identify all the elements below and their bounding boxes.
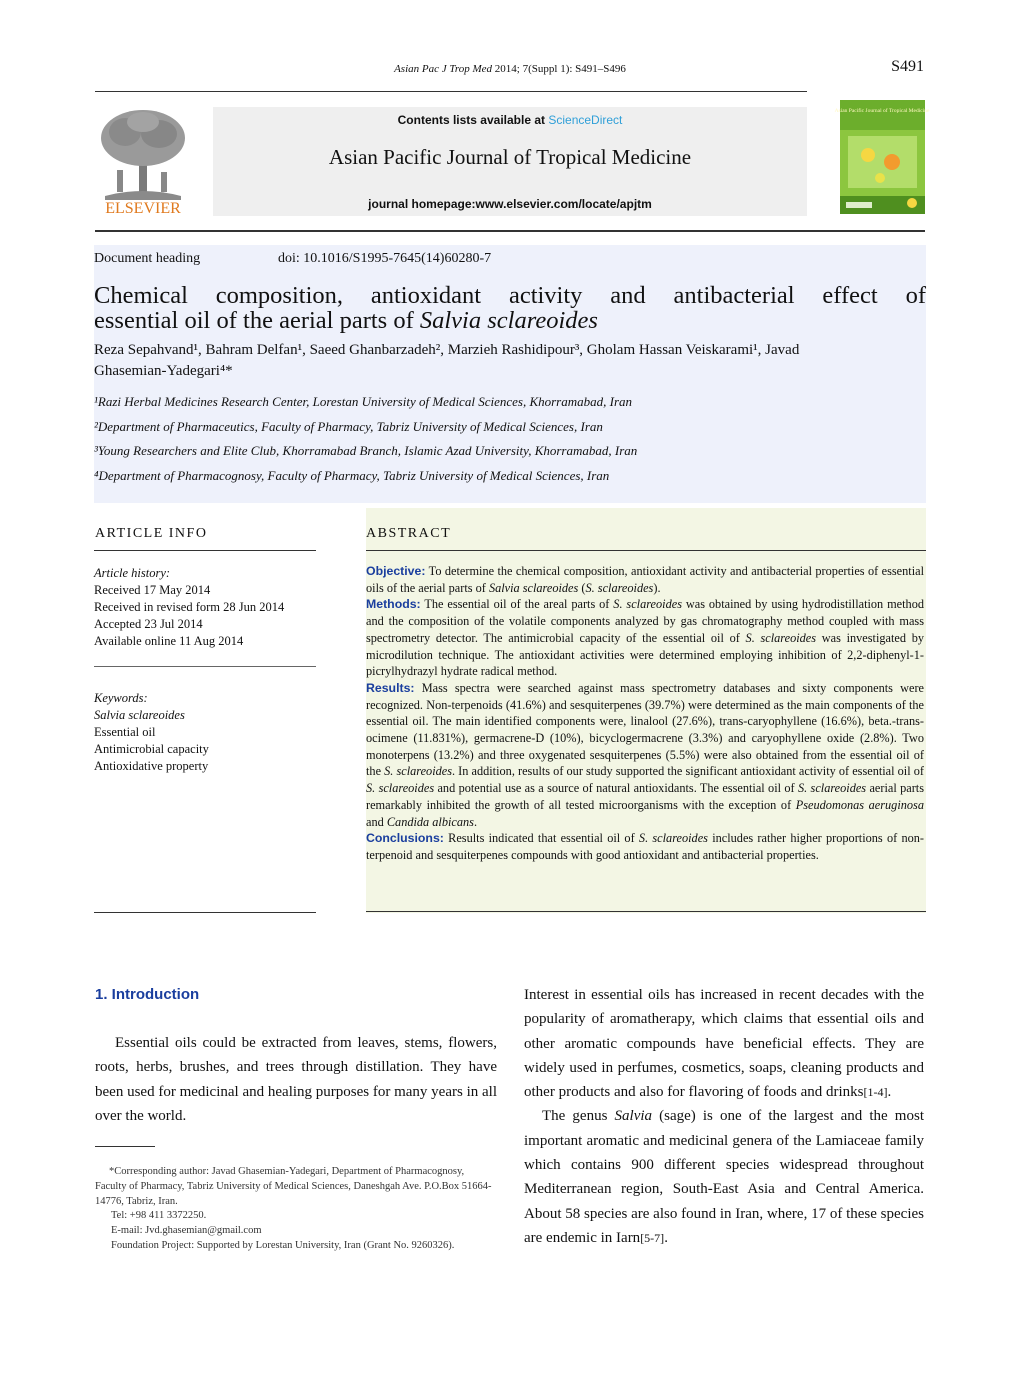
journal-homepage[interactable]: journal homepage:www.elsevier.com/locate/apjtm <box>368 197 652 211</box>
history-label: Article history: <box>94 566 171 580</box>
footnote-rule <box>95 1146 155 1147</box>
history-item: Available online 11 Aug 2014 <box>94 634 244 648</box>
elsevier-logo <box>95 108 191 216</box>
journal-name: Asian Pacific Journal of Tropical Medicine <box>328 145 692 169</box>
body-paragraph: Interest in essential oils has increased in recent decades with the popularity of aromatherapy, which claims that essential oils and other aromatic compounds have beneficial effects. They are widely used in perfumes, cosmetics, soaps, cleaning products and other products and also for flavoring of foods and drinks[1-4]. <box>524 987 924 1101</box>
affiliation: ⁴Department of Pharmacognosy, Faculty of Pharmacy, Tabriz University of Medical Sciences, Iran <box>94 468 610 483</box>
footnote-tel: Tel: +98 411 3372250. <box>111 1210 207 1221</box>
sciencedirect-link[interactable]: ScienceDirect <box>548 113 623 127</box>
keyword: Antioxidative property <box>94 759 209 773</box>
svg-text:ELSEVIER: ELSEVIER <box>105 200 181 217</box>
svg-text:Asian Pacific Journal of Tropi: Asian Pacific Journal of Tropical Medicine <box>834 108 930 114</box>
footnote-foundation: Foundation Project: Supported by Lorestan University, Iran (Grant No. 9260326). <box>111 1240 455 1251</box>
citation[interactable]: [1-4] <box>863 1085 888 1100</box>
keyword: Essential oil <box>94 725 156 739</box>
footnote-email[interactable]: E-mail: Jvd.ghasemian@gmail.com <box>111 1225 262 1236</box>
abstract-heading: ABSTRACT <box>366 526 452 541</box>
doi[interactable]: doi: 10.1016/S1995-7645(14)60280-7 <box>278 251 492 266</box>
author-list: Reza Sepahvand¹, Bahram Delfan¹, Saeed Ghanbarzadeh², Marzieh Rashidipour³, Gholam Hassan Veiskarami¹, Javad Ghasemian-Yadegari⁴* <box>94 342 800 379</box>
footnote-corresponding: *Corresponding author: Javad Ghasemian-Yadegari, Department of Pharmacognosy, Faculty of Pharmacy, Tabriz University of Medical Sciences, Daneshgah Ave. P.O.Box 51664-14776, Tabriz, Iran. <box>95 1166 492 1207</box>
journal-header-box <box>213 107 807 216</box>
citation[interactable]: [5-7] <box>640 1230 665 1245</box>
running-head: Asian Pac J Trop Med 2014; 7(Suppl 1): S491–S496 <box>394 63 626 75</box>
article-title: Chemical composition, antioxidant activity and antibacterial effect of essential oil of the aerial parts of Salvia sclareoides <box>94 282 926 334</box>
affiliation: ²Department of Pharmaceutics, Faculty of Pharmacy, Tabriz University of Medical Sciences, Iran <box>94 419 603 434</box>
article-info-heading: ARTICLE INFO <box>95 526 208 541</box>
body-column-right <box>524 983 924 1250</box>
article-info-bottom-rule <box>94 912 316 913</box>
contents-line: Contents lists available at ScienceDirect <box>397 113 623 127</box>
keyword: Antimicrobial capacity <box>94 742 209 756</box>
section-heading-introduction: 1. Introduction <box>95 986 200 1003</box>
page-number: S491 <box>891 58 924 75</box>
keywords-label: Keywords: <box>94 691 148 705</box>
abstract-text: Objective: To determine the chemical composition, antioxidant activity and antibacterial properties of essential oils of the aerial parts of Salvia sclareoides (S. sclareoides). Methods: The essential oil of the areal parts of S. sclareoides was obtained by using hydrodistillation method and the composition of the volatile components analyzed by gas chromatography method coupled with mass spectrometry detector. The antimicrobial capacity of the essential oil of S. sclareoides was investigated by microdilution technique. The antioxidant activities were determined employing inhibition of 2,2-diphenyl-1-picrylhydrazyl hydrate radical method. Results: Mass spectra were searched against mass spectrometry databases and sixty components were recognized. Non-terpenoids (41.6%) and sesquiterpenes (39.7%) were determined as the main components of the essential oil. The main identified components were, linalool (27.6%), trans-caryophyllene (16.6%), beta.-trans-ocimene (11.831%), germacrene-D (10%), bicyclogermacrene (3.3%) and caryophyllene oxide (2.8%). Two monoterpens (13.2%) and three oxygenated sesquiterpenes (5.5%) were also obtained from the essential oil of the S. sclareoides. In addition, results of our study supported the significant antioxidant activity of essential oil of S. sclareoides and potential use as a source of natural antioxidants. The essential oil of S. sclareoides aerial parts remarkably inhibited the growth of all tested microorganisms with the exception of Pseudomonas aeruginosa and Candida albicans. Conclusions: Results indicated that essential oil of S. sclareoides includes rather higher proportions of non-terpenoid and sesquiterpenes compounds with good antioxidant and antibacterial properties. <box>366 564 924 862</box>
affiliation: ³Young Researchers and Elite Club, Khorramabad Branch, Islamic Azad University, Khorramabad, Iran <box>94 443 638 458</box>
journal-cover-image <box>834 100 930 214</box>
article-info-rule <box>94 550 316 551</box>
body-paragraph: Essential oils could be extracted from leaves, stems, flowers, roots, herbs, brushes, and trees through distillation. They have been used for medicinal and healing purposes for many years in all over the world. <box>95 1035 497 1124</box>
abstract-rule-top <box>366 550 926 551</box>
header-rule <box>95 91 807 92</box>
history-item: Received 17 May 2014 <box>94 583 211 597</box>
article-history <box>94 565 284 650</box>
keywords <box>94 690 209 775</box>
keyword: Salvia sclareoides <box>94 708 185 722</box>
affiliation: ¹Razi Herbal Medicines Research Center, Lorestan University of Medical Sciences, Khorramabad, Iran <box>94 394 633 409</box>
body-paragraph: The genus Salvia (sage) is one of the largest and the most important aromatic and medicinal genera of the Lamiaceae family which contains 900 different species widespread throughout Mediterranean region, South-East Asia and Central America. About 58 species are also found in Iran, where, 17 of these species are endemic in Iarn[5-7]. <box>524 1108 924 1246</box>
abstract-rule-bottom <box>366 911 926 912</box>
document-heading: Document heading <box>94 251 201 266</box>
history-item: Received in revised form 28 Jun 2014 <box>94 600 285 614</box>
history-item: Accepted 23 Jul 2014 <box>94 617 203 631</box>
article-info-divider <box>94 666 316 667</box>
header-bottom-rule <box>95 230 925 232</box>
